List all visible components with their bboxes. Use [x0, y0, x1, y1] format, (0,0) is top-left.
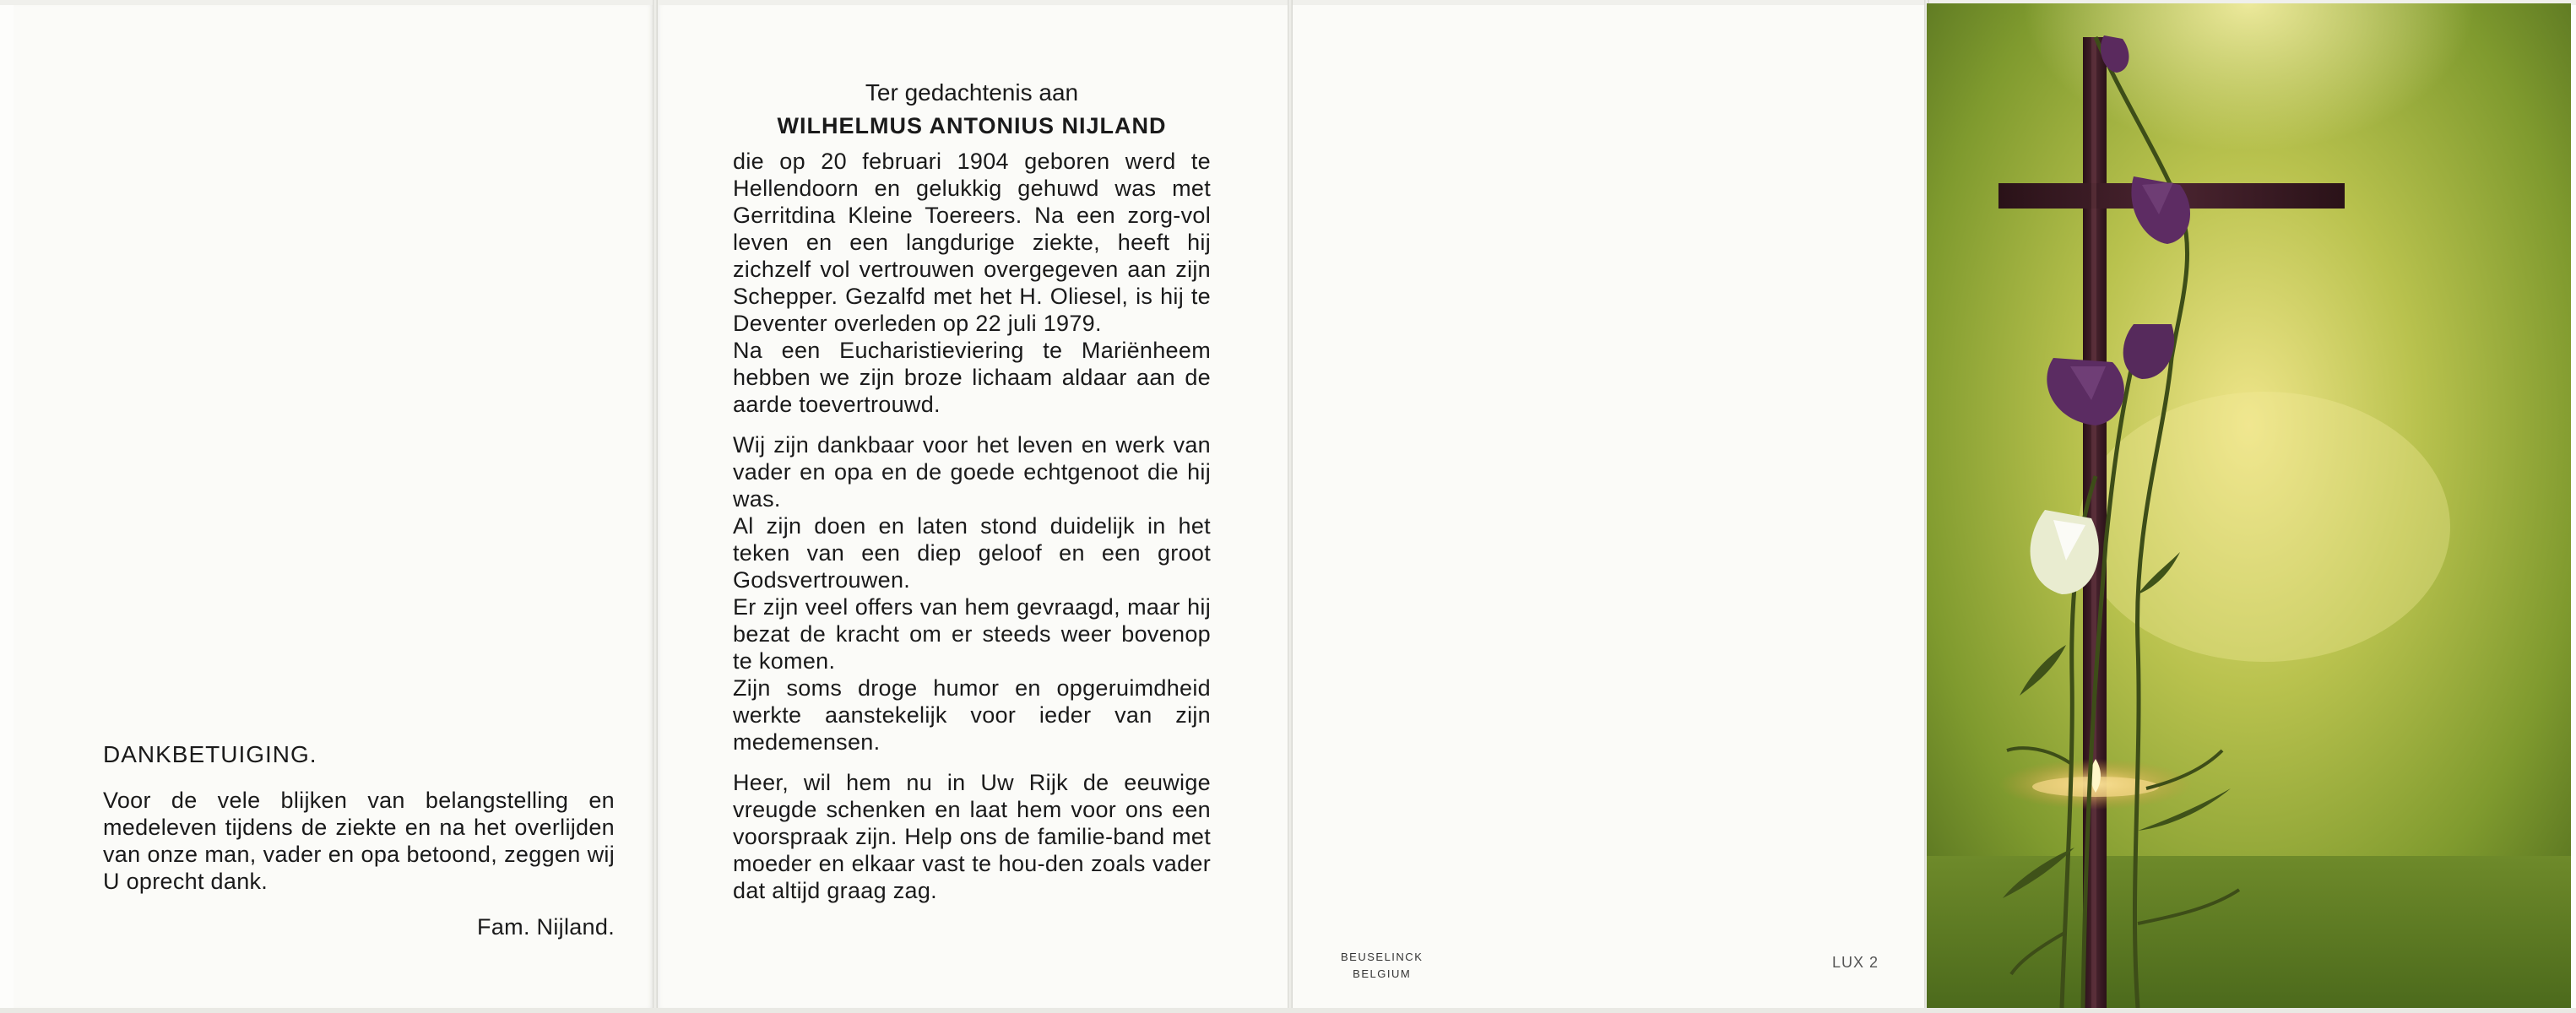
thanks-block	[103, 741, 615, 940]
paragraph-prayer: Heer, wil hem nu in Uw Rijk de eeuwige vreugde schenken en laat hem voor ons een voorspraak zijn. Help ons de familie-band met moeder en elkaar vast te hou-den zoals vader dat altijd graag zag.	[733, 770, 1211, 903]
memoriam-intro: Ter gedachtenis aan	[865, 79, 1079, 106]
fold-line	[653, 0, 658, 1013]
thanks-title: DANKBETUIGING.	[103, 741, 317, 767]
paragraph-faith: Al zijn doen en laten stond duidelijk in het teken van een diep geloof en een groot Godsvertrouwen.	[733, 513, 1211, 593]
panel-memoriam	[657, 5, 1288, 1008]
fold-line	[1288, 0, 1293, 1013]
paper-edge-bottom	[0, 1008, 2576, 1013]
deceased-name: WILHELMUS ANTONIUS NIJLAND	[777, 113, 1167, 138]
printer-country: BELGIUM	[1353, 967, 1412, 980]
printer-mark	[1341, 949, 1423, 983]
devotional-image	[1927, 3, 2571, 1008]
memoriam-block	[733, 79, 1211, 904]
panel-thanks	[14, 5, 653, 1008]
paragraph-strength: Er zijn veel offers van hem gevraagd, maar hij bezat de kracht om er steeds weer bovenop te komen.	[733, 594, 1211, 674]
panel-blank	[1292, 5, 1927, 1008]
paragraph-life: die op 20 februari 1904 geboren werd te Hellendoorn en gelukkig gehuwd was met Gerritdina Kleine Toereers. Na een zorg-vol leven en een langdurige ziekte, heeft hij zichzelf vol vertrouwen overgegeven aan zijn Schepper. Gezalfd met het H. Oliesel, is hij te Deventer overleden op 22 juli 1979.	[733, 149, 1211, 336]
paragraph-burial: Na een Eucharistieviering te Mariënheem hebben we zijn broze lichaam aldaar aan de aarde toevertrouwd.	[733, 338, 1211, 417]
cross-candle-illustration	[1927, 3, 2571, 1008]
paragraph-humor: Zijn soms droge humor en opgeruimdheid werkte aanstekelijk voor ieder van zijn medemensen.	[733, 675, 1211, 755]
thanks-body: Voor de vele blijken van belangstelling en medeleven tijdens de ziekte en na het overlijden van onze man, vader en opa betoond, zeggen wij U oprecht dank.	[103, 788, 615, 894]
series-code: LUX 2	[1832, 954, 1879, 971]
printer-name: BEUSELINCK	[1341, 951, 1424, 963]
paragraph-gratitude: Wij zijn dankbaar voor het leven en werk van vader en opa en de goede echtgenoot die hij was.	[733, 432, 1211, 512]
family-signature: Fam. Nijland.	[477, 914, 615, 940]
